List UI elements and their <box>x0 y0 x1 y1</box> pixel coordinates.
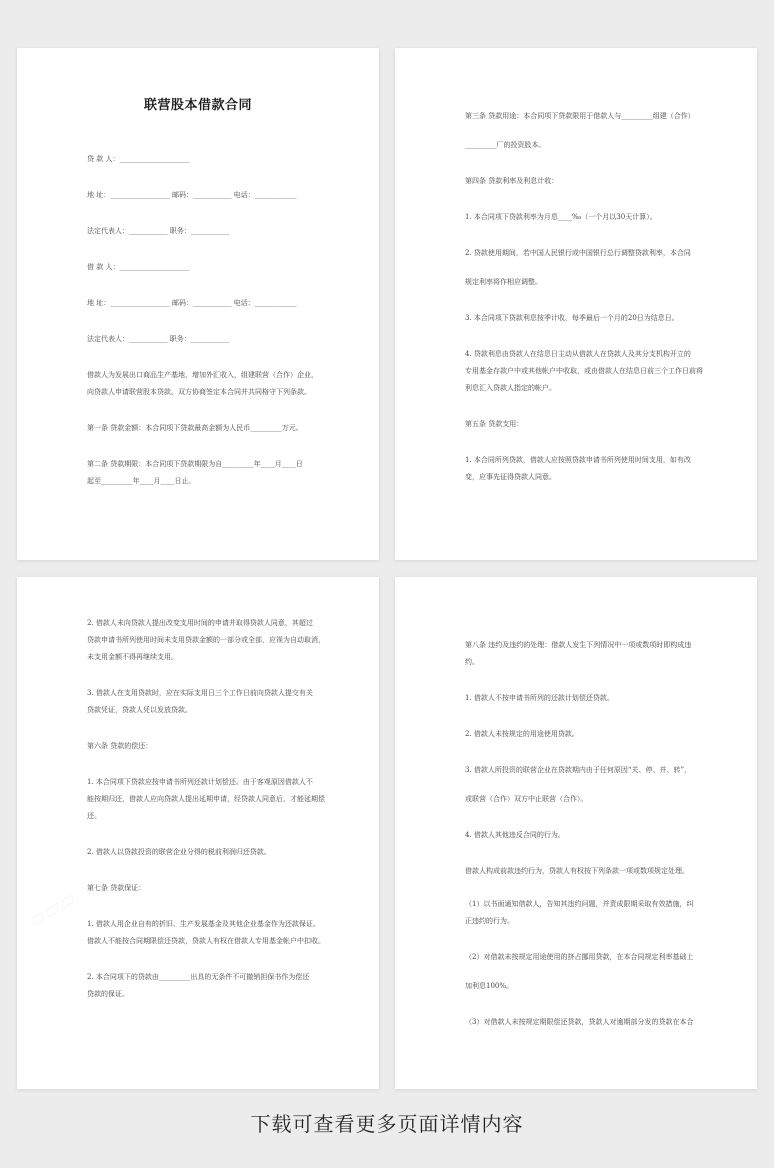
article-4-item-2-line-2: 规定利率将作相应调整。 <box>465 278 542 286</box>
preamble-line-1: 借款人为发展出口商品生产基地，增加外汇收入，组建联营（合作）企业， <box>87 371 318 379</box>
article-4-item-3: 3. 本合同项下贷款利息按季计收，每季最后一个月的20日为结息日。 <box>465 314 679 322</box>
article-8-item-4: 4. 借款人其他违反合同的行为。 <box>465 831 565 839</box>
article-8-item-3-line-2: 或联营（合作）双方中止联营（合作）。 <box>465 795 588 803</box>
article-8-remedy-3-line-1: （3）对借款人未按规定期限偿还贷款，贷款人对逾期部分发的贷款在本合 <box>465 1018 694 1026</box>
document-page-3 <box>17 577 379 1089</box>
article-4-item-4-line-3: 利息汇入贷款人指定的帐户。 <box>465 384 556 392</box>
article-8-remedy-2-line-2: 加利息100%。 <box>465 982 514 990</box>
article-5-item-2-line-3: 未支用金额不得再继续支用。 <box>87 653 178 661</box>
article-8-remedy-1-line-2: 正违约的行为。 <box>465 917 514 925</box>
preamble-line-2: 向贷款人申请联营股本贷款。双方协商签定本合同并共同格守下列条款。 <box>87 388 311 396</box>
document-page-1 <box>17 48 379 560</box>
article-3-line-2: _________厂的投资股本。 <box>465 141 546 149</box>
article-2-line-2: 起至_________年____月____日止。 <box>87 477 196 485</box>
article-7-item-2-line-2: 贷款的保证。 <box>87 990 129 998</box>
lender-representative-line: 法定代表人：___________ 职务：___________ <box>87 227 230 235</box>
article-6-item-1-line-1: 1. 本合同项下贷款应按申请书所列还款计划偿还。由于客观原因借款人不 <box>87 778 313 786</box>
article-4-item-2-line-1: 2. 贷款使用期间，若中国人民银行或中国银行总行调整贷款利率，本合同 <box>465 249 691 257</box>
article-8-remedy-2-line-1: （2）对借款未按规定用途使用的挤占挪用贷款，在本合同规定利率基础上 <box>465 953 694 961</box>
download-more-pages-caption[interactable]: 下载可查看更多页面详情内容 <box>250 1112 524 1136</box>
article-6-item-1-line-3: 还。 <box>87 812 101 820</box>
document-title: 联营股本借款合同 <box>143 98 252 113</box>
borrower-representative-line: 法定代表人：___________ 职务：___________ <box>87 335 230 343</box>
article-8-line-2: 约。 <box>465 658 479 666</box>
article-8-item-3-line-1: 3. 借款人所投资的联营企业在贷款期内由于任何原因“关、停、并、转”， <box>465 766 692 774</box>
article-7-item-1-line-1: 1. 借款人用企业自有的折旧、生产发展基金及其他企业基金作为还款保证。 <box>87 920 320 928</box>
article-4-heading: 第四条 贷款利率及利息计收： <box>465 177 559 185</box>
article-7-heading: 第七条 贷款保证： <box>87 884 146 892</box>
article-8-remedy-1-line-1: （1）以书面通知借款人，告知其违约问题，并责成限期采取有效措施，纠 <box>465 900 694 908</box>
document-page-2 <box>395 48 757 560</box>
article-5-item-1-line-2: 变，应事先征得贷款人同意。 <box>465 473 556 481</box>
borrower-line: 借 款 人：____________________ <box>87 263 190 271</box>
article-4-item-4-line-2: 专用基金存款户中或其他帐户中收取，或由借款人在结息日前三个工作日前将 <box>465 367 703 375</box>
watermark-mark <box>24 886 80 933</box>
borrower-address-line: 地 址：_________________ 邮码：___________ 电话：____________ <box>87 299 297 307</box>
article-8-line-1: 第八条 违约及违约的处理：借款人发生下列情况中一项或数项时即构成违 <box>465 641 692 649</box>
article-5-item-1-line-1: 1. 本合同所列贷款，借款人应按照贷款申请书所列使用时间支用，如有改 <box>465 456 691 464</box>
lender-line: 贷 款 人：____________________ <box>87 155 190 163</box>
article-6-item-1-line-2: 能按期归还，借款人应向贷款人提出延期申请，经贷款人同意后，才能延期偿 <box>87 795 325 803</box>
article-8-item-2: 2. 借款人未按规定的用途使用贷款。 <box>465 730 579 738</box>
article-5-item-3-line-2: 贷款凭证，贷款人凭以发放贷款。 <box>87 706 192 714</box>
article-5-heading: 第五条 贷款支用： <box>465 420 524 428</box>
article-2-line-1: 第二条 贷款期限：本合同项下贷款期限为自_________年____月____日 <box>87 460 303 468</box>
article-4-item-4-line-1: 4. 贷款利息由贷款人在结息日主动从借款人在贷款人及其分支机构开立的 <box>465 350 691 358</box>
article-6-item-2: 2. 借款人以贷款投资的联营企业分得的税前利润归还贷款。 <box>87 848 271 856</box>
article-6-heading: 第六条 贷款的偿还： <box>87 742 153 750</box>
lender-address-line: 地 址：_________________ 邮码：___________ 电话：____________ <box>87 191 297 199</box>
article-4-item-1: 1. 本合同项下贷款利率为月息____‰（一个月以30天计算）。 <box>465 213 657 221</box>
article-7-item-1-line-2: 借款人不能按合同期限偿还贷款，贷款人有权在借款人专用基金帐户中扣收。 <box>87 937 325 945</box>
article-1-line: 第一条 贷款金额：本合同项下贷款最高金额为人民币_________万元。 <box>87 424 303 432</box>
article-8-remedy-intro: 借款人构成前款违约行为，贷款人有权按下列条款一项或数项规定处理。 <box>465 867 689 875</box>
article-7-item-2-line-1: 2. 本合同项下的贷款由_________出具的无条件不可撤销担保书作为偿还 <box>87 973 310 981</box>
document-page-4 <box>395 577 757 1089</box>
article-5-item-2-line-1: 2. 借款人未向贷款人提出改变支用时间的申请并取得贷款人同意，其超过 <box>87 619 313 627</box>
article-5-item-2-line-2: 贷款申请书所列使用时间未支用贷款金额的一部分或全部，应视为自动取消， <box>87 636 325 644</box>
article-3-line-1: 第三条 贷款用途：本合同项下贷款限用于借款人与_________组建（合作） <box>465 112 695 120</box>
article-5-item-3-line-1: 3. 借款人在支用贷款时，应在实际支用日三个工作日前向贷款人提交有关 <box>87 689 313 697</box>
article-8-item-1: 1. 借款人不按申请书所列的还款计划偿还贷款。 <box>465 694 614 702</box>
